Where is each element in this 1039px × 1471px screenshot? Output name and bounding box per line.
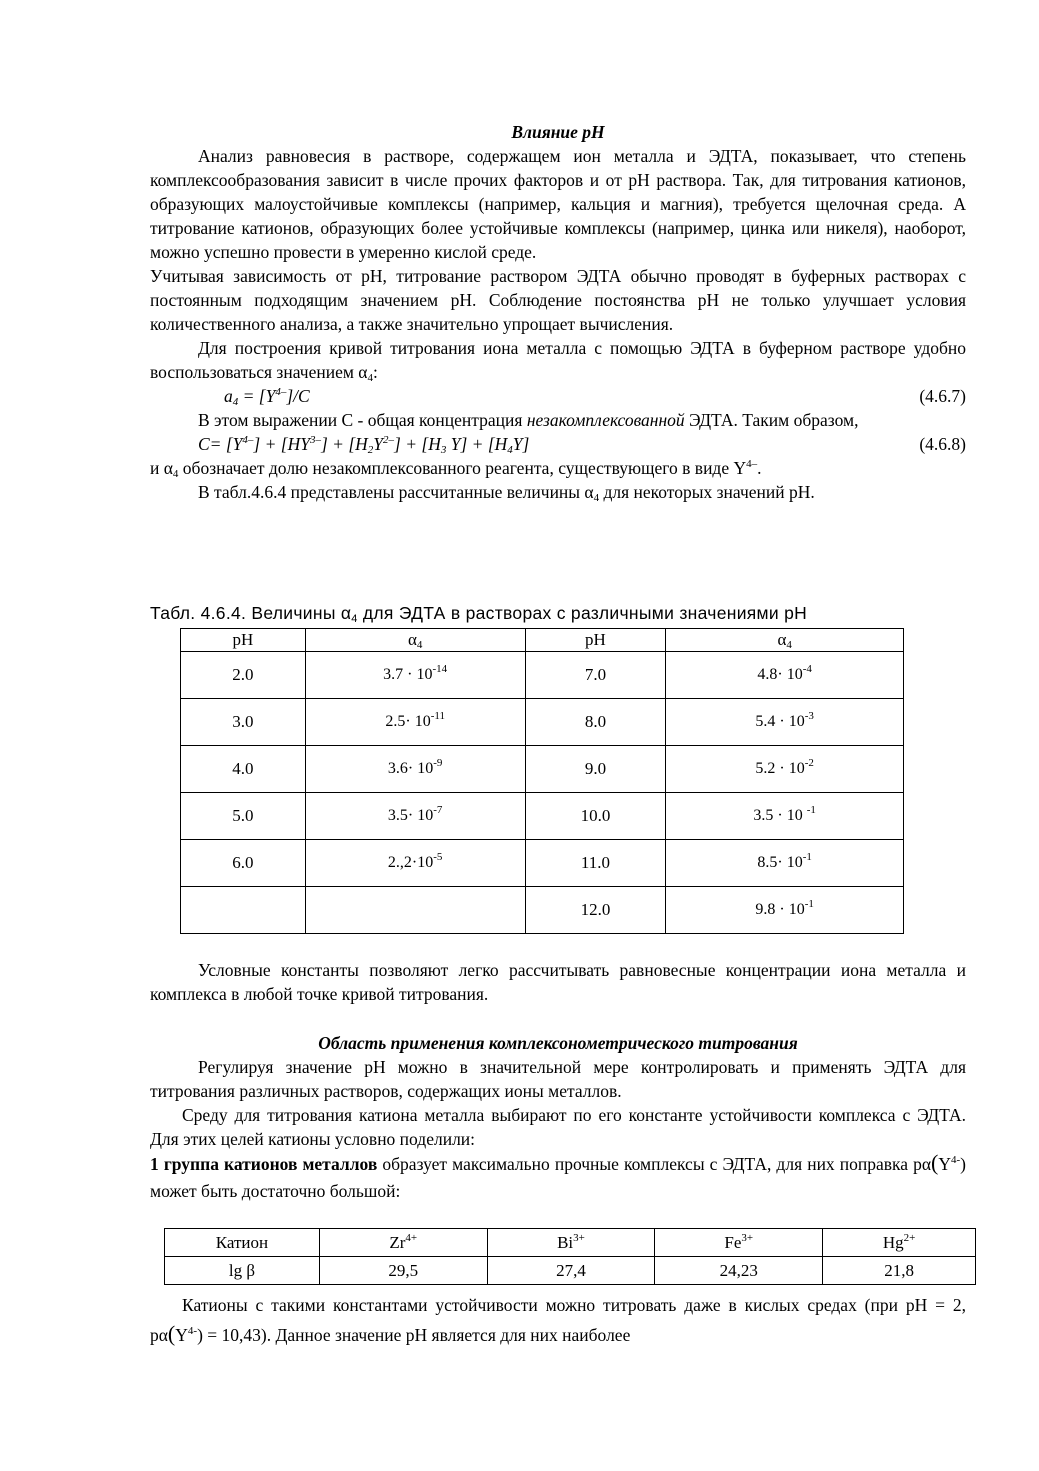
table-row <box>181 793 904 840</box>
table-cell: 4.0 <box>181 746 306 793</box>
paragraph: Катионы с такими константами устойчивости можно титровать даже в кислых средах (при рН = 2, $p\alpha(Y^{4-}) = 10,43$). Данное значение рН является для них наиболее <box>150 1295 966 1346</box>
row-label: lg β <box>165 1257 320 1285</box>
table-cell: 12.0 <box>525 887 666 934</box>
paragraph: 1 группа катионов металлов образует максимально прочные комплексы с ЭДТА, для них поправка $p\alpha(Y^{4-})$ может быть достаточно большой: <box>150 1150 966 1201</box>
table-row <box>165 1257 976 1285</box>
table-row <box>181 652 904 699</box>
table-cell: 8.0 <box>525 699 666 746</box>
table-cell: 3.0 <box>181 699 306 746</box>
paragraph: Учитывая зависимость от рН, титрование раствором ЭДТА обычно проводят в буферных растворах с постоянным подходящим значением рН. Соблюдение постоянства рН не только улучшает условия количественного анализа, а также значительно упрощает вычисления. <box>150 266 966 334</box>
table-cell <box>305 887 525 934</box>
final-text <box>150 1290 966 1350</box>
cation-cell: $Bi^{3+}$ <box>487 1229 655 1257</box>
paragraph: Среду для титрования катиона металла выбирают по его константе устойчивости комплекса с ЭДТА. Для этих целей катионы условно поделили: <box>150 1105 966 1149</box>
cation-cell: $Zr^{4+}$ <box>319 1229 487 1257</box>
table-cell: $4.8\cdot 10^{-4}$ <box>666 652 904 699</box>
table-cell: 6.0 <box>181 840 306 887</box>
paragraph: Анализ равновесия в растворе, содержащем ион металла и ЭДТА, показывает, что степень комплексообразования зависит в числе прочих факторов и от рН раствора. Так, для титрования катионов, образующих малоустойчивые комплексы (например, кальция и магния), требуется щелочная среда. А титрование катионов, образующих более устойчивые комплексы (например, цинка или никеля), наоборот, можно успешно провести в умеренно кислой среде. <box>150 146 966 262</box>
table-cell: $2.,2\cdot 10^{-5}$ <box>305 840 525 887</box>
table-cell: 7.0 <box>525 652 666 699</box>
table-cell: $5.2 \cdot 10^{-2}$ <box>666 746 904 793</box>
paragraph: Регулируя значение рН можно в значительной мере контролировать и применять ЭДТА для титрования различных растворов, содержащих ионы металлов. <box>150 1057 966 1101</box>
alpha4-table <box>180 628 904 934</box>
section-title: Область применения комплексонометрического титрования <box>318 1033 798 1053</box>
table-cell: $3.6\cdot 10^{-9}$ <box>305 746 525 793</box>
table-cell: $8.5\cdot 10^{-1}$ <box>666 840 904 887</box>
table-row <box>181 887 904 934</box>
lgbeta-cell: 27,4 <box>487 1257 655 1285</box>
table-row <box>181 840 904 887</box>
header-alpha4: $\alpha_4$ <box>666 629 904 652</box>
table-cell: 11.0 <box>525 840 666 887</box>
table-cell: 5.0 <box>181 793 306 840</box>
table-cell: $9.8 \cdot 10^{-1}$ <box>666 887 904 934</box>
formula-4-6-8: $C= [Y^{4-}] + [HY^{3-}] + [H_2Y^{2-}] + [H_3$ $Y] + [H_4Y]$ (4.6.8) <box>198 434 966 456</box>
paragraph: В этом выражении С - общая концентрация незакомплексованной ЭДТА. Таким образом, <box>198 410 859 430</box>
paragraph: Условные константы позволяют легко рассчитывать равновесные концентрации иона металла и комплекса в любой точке кривой титрования. <box>150 960 966 1004</box>
table-cell: 9.0 <box>525 746 666 793</box>
lgbeta-cell: 29,5 <box>319 1257 487 1285</box>
section-title: Влияние рН <box>511 122 605 142</box>
row-label: Катион <box>165 1229 320 1257</box>
paragraph: В табл.4.6.4 представлены рассчитанные величины $\alpha_4$ для некоторых значений рН. <box>198 482 815 504</box>
table-cell: $5.4 \cdot 10^{-3}$ <box>666 699 904 746</box>
table-cell: $2.5\cdot 10^{-11}$ <box>305 699 525 746</box>
section-2 <box>150 1031 966 1205</box>
lgbeta-cell: 21,8 <box>823 1257 976 1285</box>
paragraph: и $\alpha_4$ обозначает долю незакомплексованного реагента, существующего в виде $Y^{4-}$. <box>150 458 762 480</box>
table-cell: $3.5\cdot 10^{-7}$ <box>305 793 525 840</box>
lgbeta-cell: 24,23 <box>655 1257 823 1285</box>
cation-cell: $Hg^{2+}$ <box>823 1229 976 1257</box>
table-row <box>165 1229 976 1257</box>
table-row <box>181 746 904 793</box>
table-header-row <box>181 629 904 652</box>
formula-number: (4.6.8) <box>919 434 966 454</box>
header-alpha4: $\alpha_4$ <box>305 629 525 652</box>
table-row <box>181 699 904 746</box>
cation-cell: $Fe^{3+}$ <box>655 1229 823 1257</box>
table-cell: 10.0 <box>525 793 666 840</box>
table-caption: Табл. 4.6.4. Величины $\alpha_4$ для ЭДТА в растворах с различными значениями рН <box>150 603 808 625</box>
paragraph: Для построения кривой титрования иона металла с помощью ЭДТА в буферном растворе удобно воспользоваться значением $\alpha_4$: <box>150 338 966 384</box>
table-cell: $3.7 \cdot 10^{-14}$ <box>305 652 525 699</box>
header-ph: рН <box>181 629 306 652</box>
table-cell: 3.5 · 10 $^{-1}$ <box>666 793 904 840</box>
table-cell <box>181 887 306 934</box>
section-1 <box>150 120 966 504</box>
header-ph: рН <box>525 629 666 652</box>
formula-4-6-7: $a_4 = [Y^{4-}]/C$ (4.6.7) <box>224 386 966 408</box>
formula-number: (4.6.7) <box>919 386 966 406</box>
table-cell: 2.0 <box>181 652 306 699</box>
after-table-text <box>150 958 966 1006</box>
cation-table <box>164 1228 976 1285</box>
